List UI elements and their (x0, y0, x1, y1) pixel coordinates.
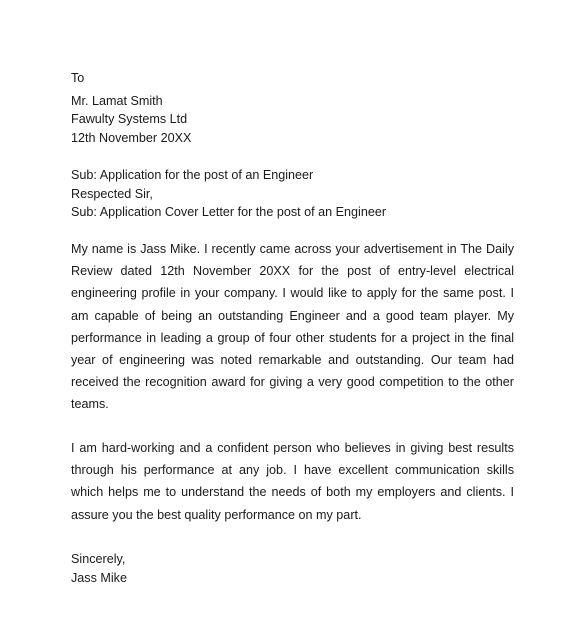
to-label: To (71, 71, 85, 85)
signature-name: Jass Mike (71, 571, 127, 585)
recipient-name: Mr. Lamat Smith (71, 94, 163, 108)
subject-line-2: Sub: Application Cover Letter for the post of an Engineer (71, 205, 387, 219)
closing: Sincerely, (71, 552, 126, 566)
subject-line: Sub: Application for the post of an Engineer (71, 168, 314, 182)
body-paragraph-2: I am hard-working and a confident person who believes in giving best results through his performance at any job. I have excellent communication skills which helps me to understand the needs of both my employers and clients. I assure you the best quality performance on my part. (71, 441, 514, 522)
recipient-company: Fawulty Systems Ltd (71, 112, 188, 126)
greeting: Respected Sir, (71, 187, 153, 201)
body-paragraph-1: My name is Jass Mike. I recently came across your advertisement in The Daily Review dated 12th November 20XX for the post of entry-level electrical engineering profile in your company. I would like to apply for the same post. I am capable of being an outstanding Engineer and a good team player. My performance in leading a group of four other students for a project in the final year of engineering was noted remarkable and outstanding. Our team had received the recognition award for giving a very good competition to the other teams. (71, 242, 514, 412)
letter-date: 12th November 20XX (71, 131, 192, 145)
